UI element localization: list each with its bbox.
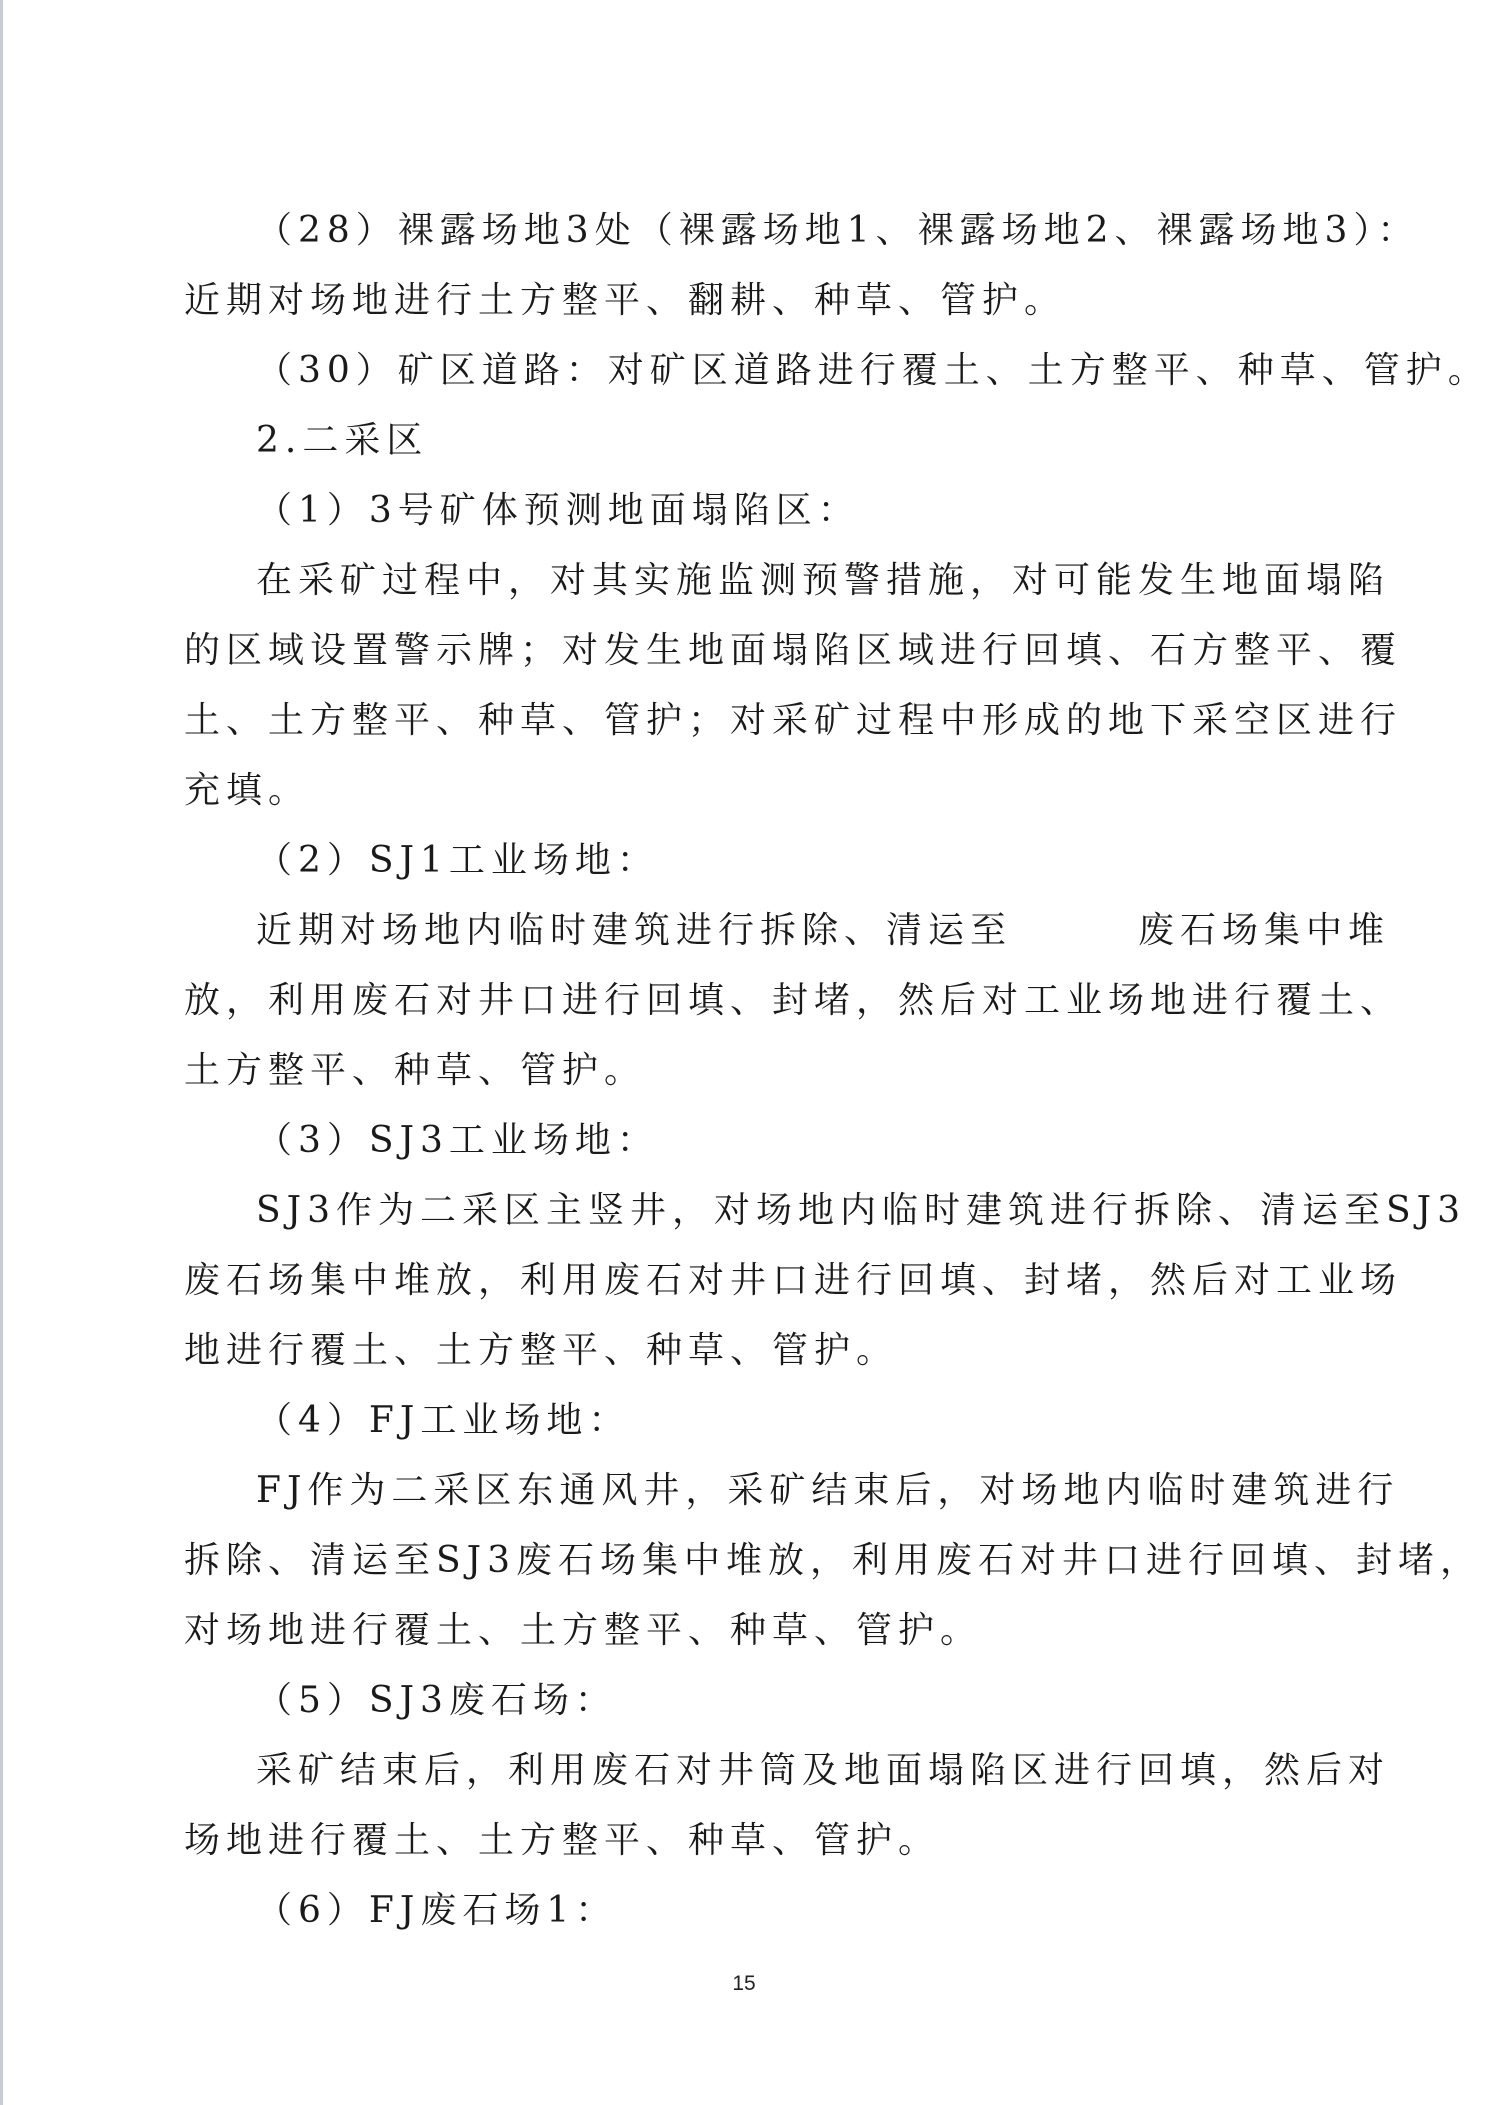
- text-line: SJ3作为二采区主竖井，对场地内临时建筑进行拆除、清运至SJ3: [256, 1190, 1466, 1231]
- document-body: [184, 196, 1490, 1946]
- page-edge: [0, 0, 3, 2105]
- item-heading: （1）3号矿体预测地面塌陷区：: [256, 490, 860, 531]
- text-line: 对场地进行覆土、土方整平、种草、管护。: [184, 1610, 983, 1651]
- text-line: （30）矿区道路：对矿区道路进行覆土、土方整平、种草、管护。: [256, 350, 1490, 391]
- page-number: 15: [732, 1972, 756, 1995]
- text-line: 土方整平、种草、管护。: [184, 1050, 647, 1091]
- item-heading: （6）FJ废石场1：: [256, 1890, 618, 1931]
- text-line: 废石场集中堆放，利用废石对井口进行回填、封堵，然后对工业场: [184, 1260, 1403, 1301]
- text-line: 土、土方整平、种草、管护；对采矿过程中形成的地下采空区进行: [184, 700, 1403, 741]
- text-line: 地进行覆土、土方整平、种草、管护。: [184, 1330, 899, 1371]
- item-heading: （2）SJ1工业场地：: [256, 840, 659, 881]
- section-heading: 2.二采区: [256, 420, 429, 461]
- text-line: 拆除、清运至SJ3废石场集中堆放，利用废石对井口进行回填、封堵，: [184, 1540, 1482, 1581]
- item-heading: （5）SJ3废石场：: [256, 1680, 617, 1721]
- text-line: 近期对场地内临时建筑进行拆除、清运至 废石场集中堆: [256, 910, 1391, 951]
- text-line: 的区域设置警示牌；对发生地面塌陷区域进行回填、石方整平、覆: [184, 630, 1403, 671]
- item-heading: （3）SJ3工业场地：: [256, 1120, 659, 1161]
- text-line: （28）裸露场地3处（裸露场地1、裸露场地2、裸露场地3）：: [256, 210, 1420, 251]
- text-line: FJ作为二采区东通风井，采矿结束后，对场地内临时建筑进行: [256, 1470, 1400, 1511]
- item-heading: （4）FJ工业场地：: [256, 1400, 631, 1441]
- text-line: 在采矿过程中，对其实施监测预警措施，对可能发生地面塌陷: [256, 560, 1391, 601]
- text-line: 近期对场地进行土方整平、翻耕、种草、管护。: [184, 280, 1067, 321]
- text-line: 充填。: [184, 770, 311, 811]
- text-line: 放，利用废石对井口进行回填、封堵，然后对工业场地进行覆土、: [184, 980, 1403, 1021]
- text-line: 采矿结束后，利用废石对井筒及地面塌陷区进行回填，然后对: [256, 1750, 1391, 1791]
- text-line: 场地进行覆土、土方整平、种草、管护。: [184, 1820, 941, 1861]
